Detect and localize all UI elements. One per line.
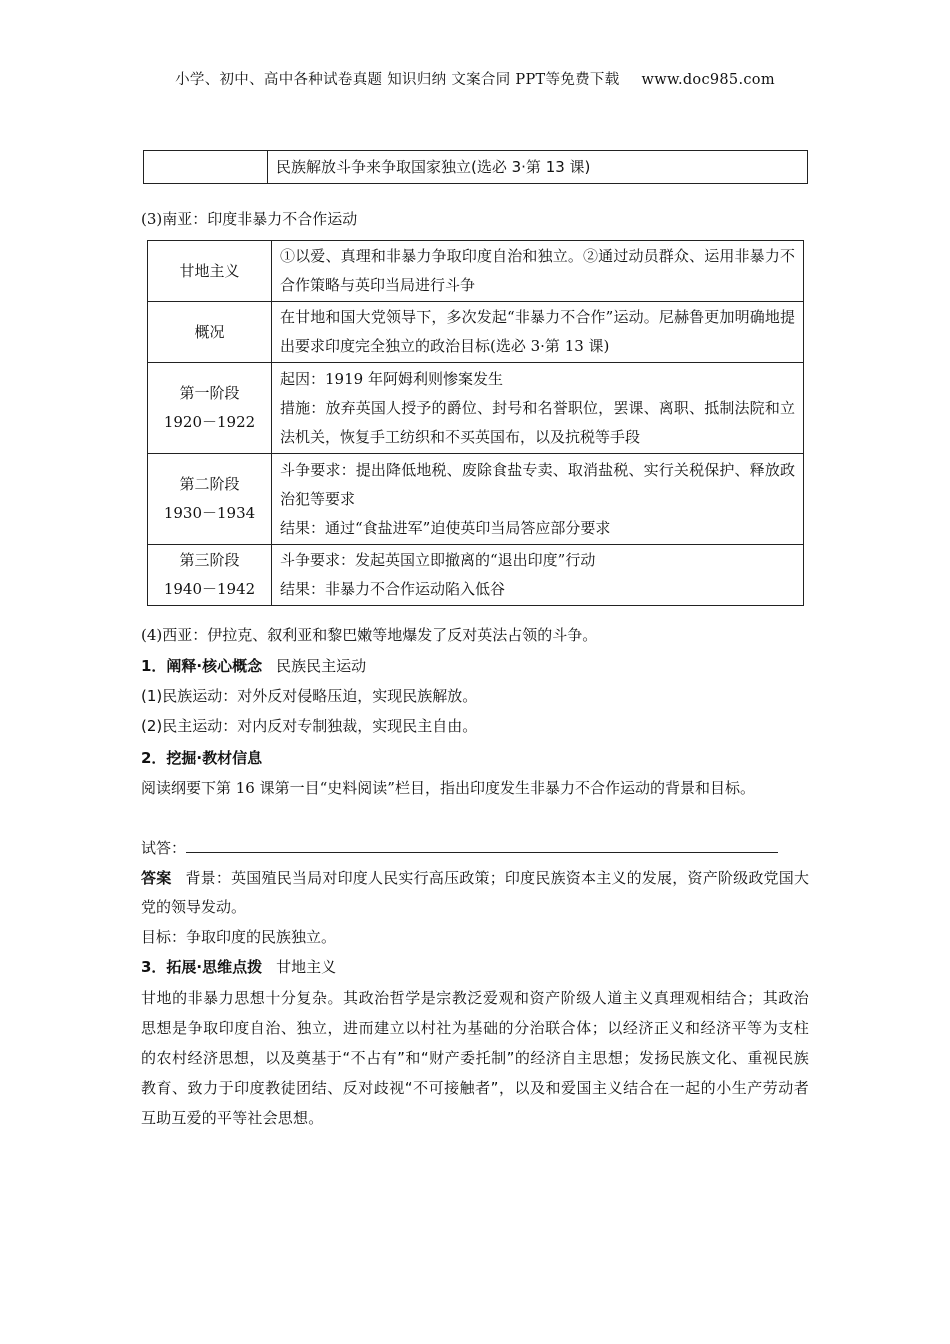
row-content-cell (272, 363, 804, 454)
section1-item1: (1)民族运动：对外反对侵略压迫，实现民族解放。 (141, 687, 478, 705)
row-content-cell (272, 241, 804, 302)
table-cell: 民族解放斗争来争取国家独立(选必 3·第 13 课) (268, 151, 808, 184)
table-row (144, 151, 808, 184)
continued-table (143, 150, 808, 184)
row-content-line: 斗争要求：提出降低地税、废除食盐专卖、取消盐税、实行关税保护、释放政治犯等要求 (280, 460, 795, 508)
section1-item2: (2)民主运动：对内反对专制独裁，实现民主自由。 (141, 717, 478, 735)
section1-title: 1．阐释·核心概念 (141, 657, 263, 675)
section3-paragraph: 甘地的非暴力思想十分复杂。其政治哲学是宗教泛爱观和资产阶级人道主义真理观相结合；其政治思想是争取印度自治、独立，进而建立以村社为基础的分治联合体；以经济正义和经济平等为支柱的农村经济思想，以及奠基于“不占有”和“财产委托制”的经济自主思想；发扬民族文化、重视民族教育、致力于印度教徒团结、反对歧视“不可接触者”，以及和爱国主义结合在一起的小生产劳动者互助互爱的平等社会思想。 (141, 989, 809, 1127)
row-label-cell (148, 302, 272, 363)
header-url[interactable]: www.doc985.com (641, 72, 775, 88)
row-content-line: 措施：放弃英国人授予的爵位、封号和名誉职位，罢课、离职、抵制法院和立法机关，恢复手工纺织和不买英国布，以及抗税等手段 (280, 398, 795, 446)
table-row (148, 363, 804, 454)
answer-blank-line[interactable] (186, 836, 778, 853)
row-label: 第一阶段 (179, 384, 240, 402)
row-label-cell (148, 363, 272, 454)
row-content-line: 结果：通过“食盐进军”迫使英印当局答应部分要求 (280, 518, 611, 537)
section1-heading (141, 652, 809, 681)
row-content-line: 结果：非暴力不合作运动陷入低谷 (280, 580, 506, 598)
south-asia-table-wrap (147, 240, 804, 606)
table-row (148, 454, 804, 545)
answer-text: 背景：英国殖民当局对印度人民实行高压政策；印度民族资本主义的发展，资产阶级政党国大党的领导发动。 (141, 869, 809, 916)
section1-topic: 民族民主运动 (276, 657, 367, 675)
row-label: 第三阶段 (179, 551, 240, 569)
table-row (148, 302, 804, 363)
row-content-line: ①以爱、真理和非暴力争取印度自治和独立。②通过动员群众、运用非暴力不合作策略与英印当局进行斗争 (280, 247, 795, 294)
section2-question: 阅读纲要下第 16 课第一目“史料阅读”栏目，指出印度发生非暴力不合作运动的背景和目标。 (141, 779, 755, 797)
section3-heading (141, 953, 809, 982)
section3-title: 3．拓展·思维点拨 (141, 958, 263, 976)
try-label: 试答： (141, 839, 187, 857)
west-asia-paragraph: (4)西亚：伊拉克、叙利亚和黎巴嫩等地爆发了反对英法占领的斗争。 (141, 626, 598, 644)
row-label: 1920－1922 (163, 413, 256, 431)
row-label: 1930－1934 (163, 504, 256, 522)
row-label-cell (148, 241, 272, 302)
row-label-cell (148, 545, 272, 606)
section3-topic: 甘地主义 (276, 958, 337, 976)
row-content-line: 斗争要求：发起英国立即撤离的“退出印度”行动 (280, 551, 596, 569)
answer-label: 答案 (141, 869, 172, 887)
row-label-cell (148, 454, 272, 545)
row-content-line: 起因：1919 年阿姆利则惨案发生 (280, 369, 503, 388)
header-text: 小学、初中、高中各种试卷真题 知识归纳 文案合同 PPT等免费下载 (175, 72, 620, 88)
row-label: 1940－1942 (163, 580, 256, 598)
try-answer-row (141, 834, 809, 863)
row-label: 甘地主义 (179, 261, 240, 280)
page-header (0, 68, 950, 89)
south-asia-table (147, 240, 804, 606)
table-row (148, 241, 804, 302)
row-content-cell (272, 545, 804, 606)
goal-text: 目标：争取印度的民族独立。 (141, 928, 337, 946)
empty-label-cell (144, 151, 268, 184)
answer-paragraph (141, 864, 809, 922)
row-label: 第二阶段 (179, 475, 240, 493)
south-asia-heading: (3)南亚：印度非暴力不合作运动 (141, 210, 358, 228)
table-row (148, 545, 804, 606)
row-content-cell (272, 454, 804, 545)
row-label: 概况 (194, 322, 225, 341)
section2-title: 2．挖掘·教材信息 (141, 749, 263, 767)
row-content-cell (272, 302, 804, 363)
row-content-line: 在甘地和国大党领导下，多次发起“非暴力不合作”运动。尼赫鲁更加明确地提出要求印度完全独立的政治目标(选必 3·第 13 课) (280, 308, 795, 355)
